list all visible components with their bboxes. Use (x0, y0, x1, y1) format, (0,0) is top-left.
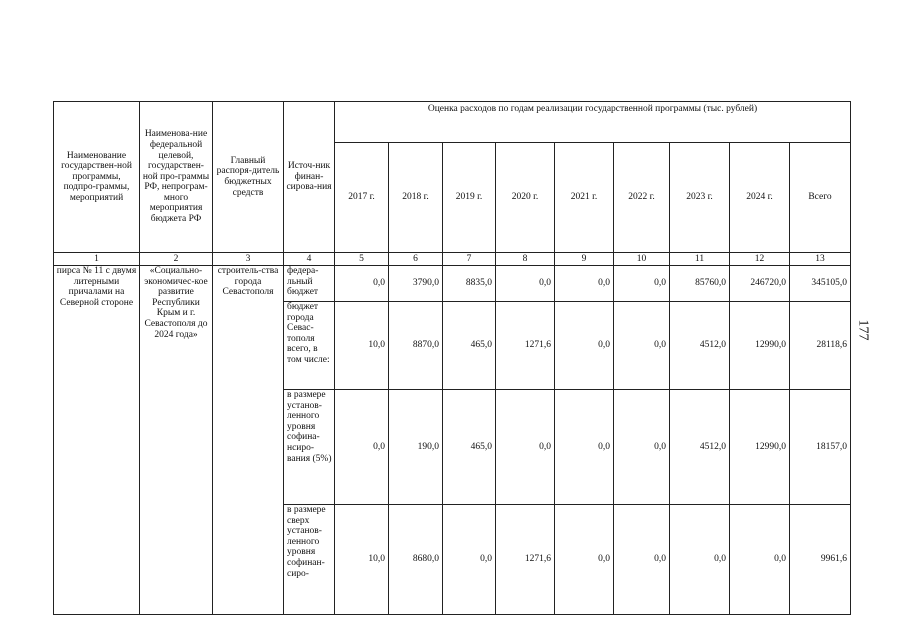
value-cell: 1271,6 (496, 302, 555, 390)
value-cell: 0,0 (496, 390, 555, 505)
header-year: 2023 г. (670, 143, 730, 253)
column-number: 9 (555, 253, 614, 266)
funding-source-label: бюджет города Севас-тополя всего, в том числе: (284, 302, 335, 390)
row-program-name: пирса № 11 с двумя литерными причалами на Северной стороне (54, 266, 140, 615)
column-number: 1 (54, 253, 140, 266)
value-cell: 0,0 (555, 390, 614, 505)
value-cell: 12990,0 (730, 390, 790, 505)
value-cell: 85760,0 (670, 266, 730, 302)
row-budget-manager: строитель-ства города Севастополя (213, 266, 284, 615)
value-cell: 8870,0 (389, 302, 443, 390)
funding-source-label: в размере сверх установ-ленного уровня софинан-сиро- (284, 505, 335, 615)
total-cell: 345105,0 (790, 266, 851, 302)
value-cell: 0,0 (496, 266, 555, 302)
header-budget-manager: Главный распоря-дитель бюджетных средств (213, 102, 284, 253)
value-cell: 465,0 (443, 302, 496, 390)
column-number: 11 (670, 253, 730, 266)
value-cell: 0,0 (555, 266, 614, 302)
value-cell: 0,0 (335, 390, 389, 505)
column-number: 12 (730, 253, 790, 266)
funding-source-label: в размере установ-ленного уровня софина-нсиро-вания (5%) (284, 390, 335, 505)
value-cell: 0,0 (614, 302, 670, 390)
total-cell: 18157,0 (790, 390, 851, 505)
table-row (54, 266, 851, 302)
value-cell: 8835,0 (443, 266, 496, 302)
header-federal-program: Наименова-ние федеральной целевой, государствен-ной про-граммы РФ, непрограм-много мероприятия бюджета РФ (140, 102, 213, 253)
value-cell: 8680,0 (389, 505, 443, 615)
column-number: 10 (614, 253, 670, 266)
value-cell: 1271,6 (496, 505, 555, 615)
value-cell: 10,0 (335, 302, 389, 390)
column-number: 3 (213, 253, 284, 266)
page-number: 177 (855, 319, 871, 341)
value-cell: 0,0 (335, 266, 389, 302)
header-year: 2024 г. (730, 143, 790, 253)
value-cell: 246720,0 (730, 266, 790, 302)
column-number-row (54, 253, 851, 266)
value-cell: 0,0 (730, 505, 790, 615)
value-cell: 465,0 (443, 390, 496, 505)
header-year: 2022 г. (614, 143, 670, 253)
value-cell: 190,0 (389, 390, 443, 505)
value-cell: 0,0 (670, 505, 730, 615)
column-number: 2 (140, 253, 213, 266)
header-year: 2020 г. (496, 143, 555, 253)
value-cell: 0,0 (614, 390, 670, 505)
value-cell: 4512,0 (670, 302, 730, 390)
value-cell: 10,0 (335, 505, 389, 615)
value-cell: 0,0 (443, 505, 496, 615)
header-year: 2021 г. (555, 143, 614, 253)
header-program-name: Наименование государствен-ной программы, подпро-граммы, мероприятий (54, 102, 140, 253)
value-cell: 0,0 (614, 505, 670, 615)
column-number: 8 (496, 253, 555, 266)
row-federal-program: «Социально-экономичес-кое развитие Республики Крым и г. Севастополя до 2024 года» (140, 266, 213, 615)
value-cell: 4512,0 (670, 390, 730, 505)
funding-source-label: федера-льный бюджет (284, 266, 335, 302)
value-cell: 0,0 (555, 505, 614, 615)
total-cell: 9961,6 (790, 505, 851, 615)
header-expenses: Оценка расходов по годам реализации государственной программы (тыс. рублей) (335, 102, 851, 143)
header-year: 2017 г. (335, 143, 389, 253)
expenses-table (53, 101, 851, 615)
value-cell: 0,0 (614, 266, 670, 302)
header-total: Всего (790, 143, 851, 253)
header-funding-source: Источ-ник финан-сирова-ния (284, 102, 335, 253)
value-cell: 3790,0 (389, 266, 443, 302)
header-year: 2019 г. (443, 143, 496, 253)
header-year: 2018 г. (389, 143, 443, 253)
total-cell: 28118,6 (790, 302, 851, 390)
value-cell: 12990,0 (730, 302, 790, 390)
column-number: 7 (443, 253, 496, 266)
column-number: 13 (790, 253, 851, 266)
column-number: 4 (284, 253, 335, 266)
value-cell: 0,0 (555, 302, 614, 390)
column-number: 6 (389, 253, 443, 266)
column-number: 5 (335, 253, 389, 266)
